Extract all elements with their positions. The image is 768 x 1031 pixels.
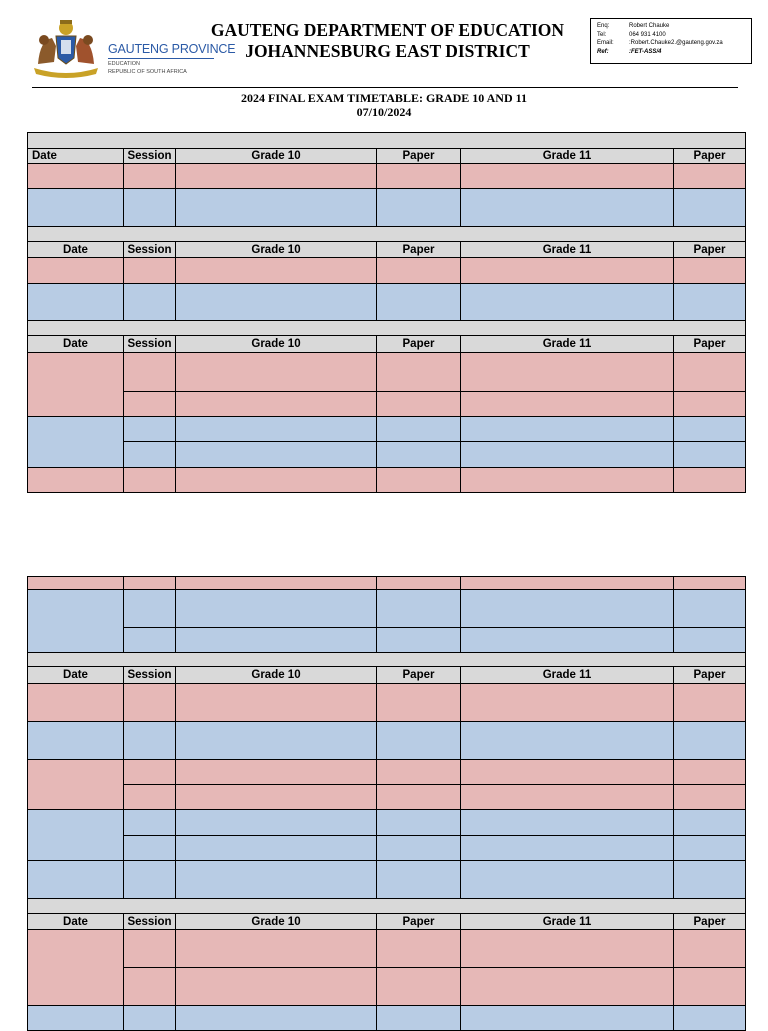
col-paper-11: Paper [674, 242, 746, 258]
col-paper-10: Paper [377, 914, 461, 930]
timetable-table-1 [27, 132, 746, 493]
table-row [28, 577, 746, 590]
col-paper-10: Paper [377, 336, 461, 353]
table-header-row [28, 242, 746, 258]
coat-of-arms-icon [30, 16, 102, 78]
table-row [28, 353, 746, 392]
table-row [28, 810, 746, 836]
tel-label: Tel: [597, 31, 607, 38]
enq-value: Robert Chauke [629, 23, 670, 29]
col-session: Session [124, 149, 176, 164]
col-date: Date [28, 336, 124, 353]
col-session: Session [124, 336, 176, 353]
gauteng-logo [30, 16, 236, 80]
table-row [28, 930, 746, 968]
table-row [28, 836, 746, 861]
week-separator [28, 321, 746, 336]
table-row [28, 189, 746, 227]
department-name: EDUCATION [108, 61, 140, 67]
contact-ref-row [597, 48, 751, 57]
col-grade10: Grade 10 [176, 914, 377, 930]
col-date: Date [28, 914, 124, 930]
col-grade11: Grade 11 [461, 914, 674, 930]
table-row [28, 284, 746, 321]
col-date: Date [28, 149, 124, 164]
col-grade11: Grade 11 [461, 242, 674, 258]
col-grade11: Grade 11 [461, 336, 674, 353]
enq-label: Enq: [597, 23, 610, 29]
table-row [28, 468, 746, 493]
table-row [28, 392, 746, 417]
department-line-1: GAUTENG DEPARTMENT OF EDUCATION [210, 20, 565, 40]
col-session: Session [124, 914, 176, 930]
col-grade10: Grade 10 [176, 149, 377, 164]
col-date: Date [28, 667, 124, 684]
table-row [28, 785, 746, 810]
col-session: Session [124, 667, 176, 684]
week-separator [28, 653, 746, 667]
col-paper-11: Paper [674, 149, 746, 164]
col-paper-11: Paper [674, 914, 746, 930]
week-separator [28, 227, 746, 242]
table-header-row [28, 336, 746, 353]
table-row [28, 968, 746, 1006]
header-divider [32, 87, 738, 88]
country-name: REPUBLIC OF SOUTH AFRICA [108, 69, 187, 75]
table-row [28, 258, 746, 284]
email-label: Email: [597, 40, 614, 47]
table-row [28, 722, 746, 760]
col-date: Date [28, 242, 124, 258]
col-grade10: Grade 10 [176, 667, 377, 684]
col-grade11: Grade 11 [461, 149, 674, 164]
col-grade11: Grade 11 [461, 667, 674, 684]
contact-box [590, 18, 752, 64]
province-underline [108, 58, 214, 59]
col-paper-11: Paper [674, 336, 746, 353]
table-row [28, 442, 746, 468]
table-row [28, 164, 746, 189]
table-row [28, 684, 746, 722]
col-grade10: Grade 10 [176, 242, 377, 258]
email-value: :Robert.Chauke2.@gauteng.gov.za [629, 40, 723, 47]
timetable-table-2 [27, 576, 746, 1031]
table-row [28, 417, 746, 442]
table-row [28, 628, 746, 653]
table-header-row [28, 149, 746, 164]
contact-tel-row [597, 31, 751, 40]
col-paper-10: Paper [377, 667, 461, 684]
province-name: GAUTENG PROVINCE [108, 42, 236, 56]
week-separator [28, 133, 746, 149]
contact-enq-row [597, 22, 751, 31]
col-session: Session [124, 242, 176, 258]
department-heading [200, 20, 575, 62]
table-row [28, 760, 746, 785]
table-row [28, 861, 746, 899]
ref-value: :FET-ASS/4 [629, 48, 662, 55]
table-header-row [28, 667, 746, 684]
timetable-title: 2024 FINAL EXAM TIMETABLE: GRADE 10 AND 11 [241, 91, 527, 105]
contact-email-row [597, 39, 751, 48]
col-grade10: Grade 10 [176, 336, 377, 353]
col-paper-11: Paper [674, 667, 746, 684]
col-paper-10: Paper [377, 149, 461, 164]
timetable-date: 07/10/2024 [356, 105, 412, 119]
col-paper-10: Paper [377, 242, 461, 258]
tel-value: 064 931 4100 [629, 31, 666, 38]
week-separator [28, 899, 746, 914]
table-row [28, 1006, 746, 1031]
table-row [28, 590, 746, 628]
district-line: JOHANNESBURG EAST DISTRICT [245, 41, 530, 61]
table-header-row [28, 914, 746, 930]
ref-label: Ref: [597, 48, 609, 55]
